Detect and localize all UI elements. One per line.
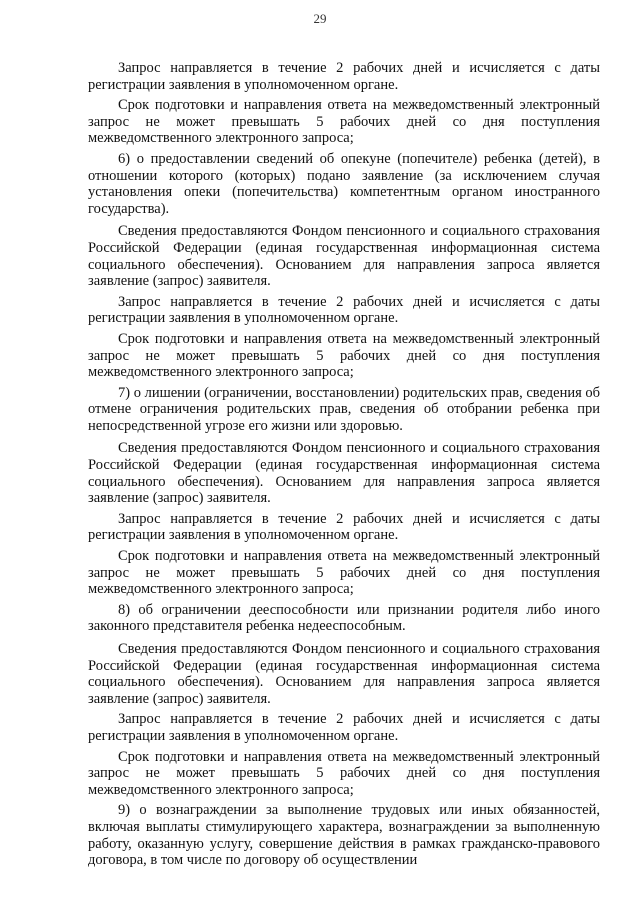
paragraph: Срок подготовки и направления ответа на межведомственный электронный запрос не может превышать 5 рабочих дней со дня поступления межведомственного электронного запроса; [88, 748, 600, 798]
paragraph: Сведения предоставляются Фондом пенсионного и социального страхования Российской Федерации (единая государственная информационная система социального обеспечения). Основанием для направления запроса является заявление (запрос) заявителя. [88, 223, 600, 290]
paragraph: Запрос направляется в течение 2 рабочих дней и исчисляется с даты регистрации заявления в уполномоченном органе. [88, 60, 600, 93]
paragraph: Срок подготовки и направления ответа на межведомственный электронный запрос не может превышать 5 рабочих дней со дня поступления межведомственного электронного запроса; [88, 548, 600, 598]
paragraph: Сведения предоставляются Фондом пенсионного и социального страхования Российской Федерации (единая государственная информационная система социального обеспечения). Основанием для направления запроса является заявление (запрос) заявителя. [88, 440, 600, 507]
paragraph: Запрос направляется в течение 2 рабочих дней и исчисляется с даты регистрации заявления в уполномоченном органе. [88, 510, 600, 544]
paragraph: 7) о лишении (ограничении, восстановлении) родительских прав, сведения об отмене ограничения родительских прав, сведения об отобрании ребенка при непосредственной угрозе его жизни или здоровью. [88, 384, 601, 434]
paragraph: 6) о предоставлении сведений об опекуне (попечителе) ребенка (детей), в отношении которого (которых) подано заявление (за исключением случая установления опеки (попечительства) компетентным органом иностранного государства). [88, 150, 600, 217]
paragraph: Срок подготовки и направления ответа на межведомственный электронный запрос не может превышать 5 рабочих дней со дня поступления межведомственного электронного запроса; [88, 97, 600, 147]
paragraph: Срок подготовки и направления ответа на межведомственный электронный запрос не может превышать 5 рабочих дней со дня поступления межведомственного электронного запроса; [88, 330, 600, 381]
paragraph: Сведения предоставляются Фондом пенсионного и социального страхования Российской Федерации (единая государственная информационная система социального обеспечения). Основанием для направления запроса является заявление (запрос) заявителя. [88, 641, 600, 707]
paragraph: 9) о вознаграждении за выполнение трудовых или иных обязанностей, включая выплаты стимулирующего характера, вознаграждении за выполненную работу, оказанную услугу, совершение действия в рамках гражданско-правового договора, в том числе по договору об осуществлении [88, 802, 600, 869]
paragraph: Запрос направляется в течение 2 рабочих дней и исчисляется с даты регистрации заявления в уполномоченном органе. [88, 293, 600, 327]
paragraph: Запрос направляется в течение 2 рабочих дней и исчисляется с даты регистрации заявления в уполномоченном органе. [88, 711, 600, 744]
paragraph: 8) об ограничении дееспособности или признании родителя либо иного законного представителя ребенка недееспособным. [88, 601, 600, 635]
document-body [88, 60, 600, 873]
page-number: 29 [313, 11, 327, 26]
